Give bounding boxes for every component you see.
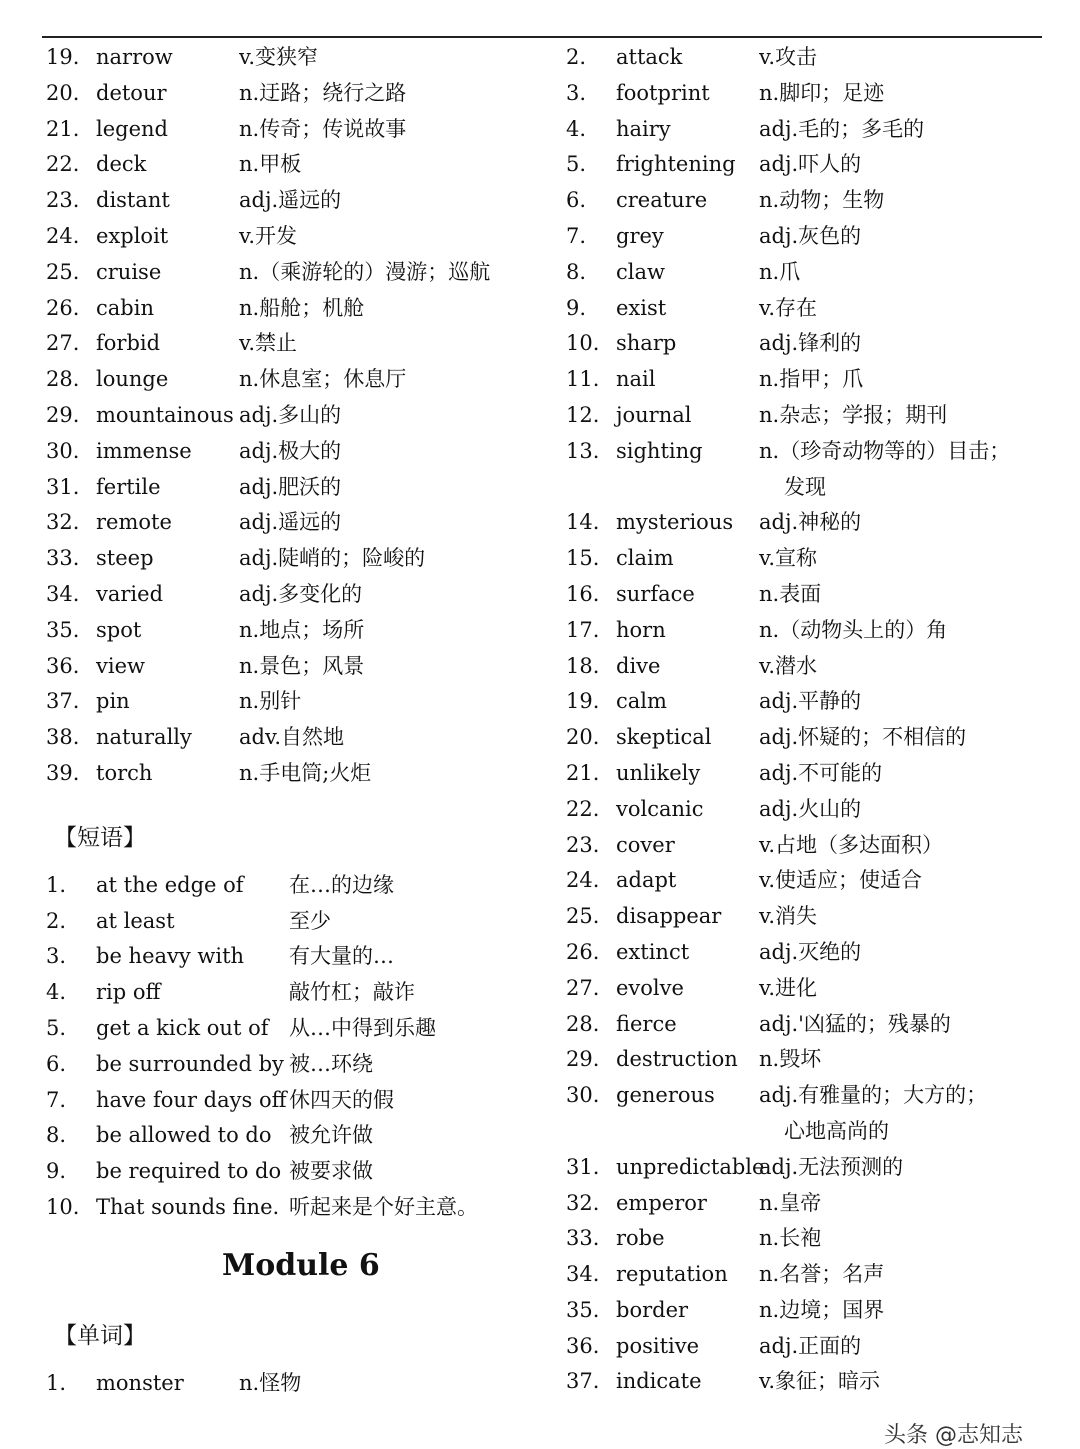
vocab-row bbox=[46, 183, 556, 219]
item-number: 29. bbox=[566, 1047, 600, 1072]
item-number: 7. bbox=[46, 1087, 67, 1112]
vocab-row bbox=[566, 112, 1046, 148]
english-term: spot bbox=[96, 617, 142, 642]
english-term: cabin bbox=[96, 295, 154, 320]
chinese-meaning: adj.无法预测的 bbox=[759, 1154, 904, 1179]
english-term: get a kick out of bbox=[96, 1015, 269, 1040]
item-number: 25. bbox=[566, 904, 600, 929]
item-number: 8. bbox=[566, 259, 587, 284]
english-term: forbid bbox=[96, 331, 161, 356]
chinese-meaning: n.表面 bbox=[759, 581, 822, 606]
english-term: exploit bbox=[96, 223, 169, 248]
english-term: nail bbox=[616, 367, 656, 392]
chinese-meaning: 被允许做 bbox=[289, 1123, 373, 1148]
english-term: mysterious bbox=[616, 510, 734, 535]
vocab-row bbox=[46, 291, 556, 327]
module-title: Module 6 bbox=[222, 1247, 380, 1283]
chinese-meaning: n.爪 bbox=[759, 259, 801, 284]
chinese-meaning: v.消失 bbox=[759, 904, 818, 929]
phrase-list bbox=[46, 868, 556, 1226]
vocab-row bbox=[46, 1366, 556, 1402]
english-term: border bbox=[616, 1297, 689, 1322]
vocab-row bbox=[566, 291, 1046, 327]
item-number: 26. bbox=[46, 295, 80, 320]
english-term: pin bbox=[96, 689, 130, 714]
vocab-row bbox=[46, 147, 556, 183]
vocab-row bbox=[566, 1293, 1046, 1329]
vocab-row bbox=[566, 398, 1046, 434]
item-number: 9. bbox=[566, 295, 587, 320]
vocab-row bbox=[46, 76, 556, 112]
vocab-row bbox=[566, 863, 1046, 899]
english-term: lounge bbox=[96, 367, 169, 392]
english-term: be surrounded by bbox=[96, 1051, 284, 1076]
left-column bbox=[46, 40, 556, 1402]
item-number: 32. bbox=[46, 510, 80, 535]
vocab-row bbox=[46, 40, 556, 76]
chinese-meaning: n.休息室；休息厅 bbox=[239, 367, 407, 392]
item-number: 20. bbox=[46, 80, 80, 105]
item-number: 32. bbox=[566, 1190, 600, 1215]
english-term: sighting bbox=[616, 438, 703, 463]
english-term: evolve bbox=[616, 975, 684, 1000]
item-number: 4. bbox=[46, 980, 67, 1005]
vocab-list-right bbox=[566, 40, 1046, 1400]
chinese-meaning: adv.自然地 bbox=[239, 725, 345, 750]
phrases-label: 【短语】 bbox=[54, 824, 146, 851]
item-number: 10. bbox=[46, 1194, 80, 1219]
english-term: fierce bbox=[616, 1011, 677, 1036]
english-term: sharp bbox=[616, 331, 677, 356]
vocab-row bbox=[46, 649, 556, 685]
chinese-meaning: v.开发 bbox=[239, 223, 298, 248]
chinese-meaning: n.皇帝 bbox=[759, 1190, 822, 1215]
chinese-meaning: adj.极大的 bbox=[239, 438, 342, 463]
chinese-meaning: v.变狭窄 bbox=[239, 45, 319, 69]
item-number: 30. bbox=[566, 1083, 600, 1108]
english-term: cruise bbox=[96, 259, 162, 284]
chinese-meaning: adj.灰色的 bbox=[759, 223, 862, 248]
item-number: 12. bbox=[566, 402, 600, 427]
chinese-meaning: n.动物；生物 bbox=[759, 188, 885, 213]
chinese-meaning: adj.肥沃的 bbox=[239, 474, 342, 499]
vocab-row bbox=[566, 1364, 1046, 1400]
chinese-meaning: v.潜水 bbox=[759, 653, 818, 678]
item-number: 25. bbox=[46, 259, 80, 284]
english-term: frightening bbox=[616, 152, 736, 177]
chinese-meaning: n.迂路；绕行之路 bbox=[239, 80, 407, 105]
vocab-row bbox=[46, 505, 556, 541]
english-term: claw bbox=[616, 259, 665, 284]
english-term: deck bbox=[96, 152, 147, 177]
chinese-meaning: n.怪物 bbox=[239, 1370, 302, 1395]
item-number: 10. bbox=[566, 331, 600, 356]
english-term: varied bbox=[96, 581, 164, 606]
item-number: 24. bbox=[46, 223, 80, 248]
item-number: 6. bbox=[46, 1051, 67, 1076]
english-term: emperor bbox=[616, 1190, 707, 1215]
vocab-row bbox=[566, 505, 1046, 541]
english-term: unpredictable bbox=[616, 1154, 765, 1179]
item-number: 11. bbox=[566, 367, 600, 392]
item-number: 28. bbox=[46, 367, 80, 392]
english-term: That sounds fine. bbox=[96, 1194, 280, 1219]
english-term: cover bbox=[616, 832, 675, 857]
item-number: 14. bbox=[566, 510, 600, 535]
item-number: 19. bbox=[46, 45, 80, 69]
chinese-meaning: adj.遥远的 bbox=[239, 188, 342, 213]
item-number: 39. bbox=[46, 760, 80, 785]
english-term: positive bbox=[616, 1333, 700, 1358]
item-number: 2. bbox=[46, 908, 67, 933]
english-term: claim bbox=[616, 546, 674, 571]
chinese-meaning: n.杂志；学报；期刊 bbox=[759, 402, 948, 427]
item-number: 33. bbox=[566, 1226, 600, 1251]
chinese-meaning: adj.多山的 bbox=[239, 402, 342, 427]
item-number: 13. bbox=[566, 438, 600, 463]
vocab-row bbox=[566, 183, 1046, 219]
item-number: 30. bbox=[46, 438, 80, 463]
vocab-row bbox=[566, 649, 1046, 685]
phrase-row bbox=[46, 1118, 556, 1154]
vocab-row bbox=[566, 828, 1046, 864]
vocab-row bbox=[566, 434, 1046, 470]
item-number: 34. bbox=[46, 581, 80, 606]
phrase-row bbox=[46, 975, 556, 1011]
english-term: be required to do bbox=[96, 1159, 282, 1184]
item-number: 3. bbox=[566, 80, 587, 105]
chinese-meaning: n.名誉；名声 bbox=[759, 1262, 885, 1287]
vocab-row bbox=[566, 1007, 1046, 1043]
chinese-meaning: 有大量的… bbox=[289, 944, 394, 969]
english-term: unlikely bbox=[616, 760, 701, 785]
english-term: view bbox=[96, 653, 145, 678]
english-term: legend bbox=[96, 116, 168, 141]
item-number: 36. bbox=[566, 1333, 600, 1358]
english-term: narrow bbox=[96, 45, 173, 69]
item-number: 23. bbox=[46, 188, 80, 213]
chinese-meaning: v.禁止 bbox=[239, 331, 298, 356]
english-term: detour bbox=[96, 80, 167, 105]
chinese-meaning: 被要求做 bbox=[289, 1159, 373, 1184]
item-number: 26. bbox=[566, 939, 600, 964]
chinese-meaning: n.（珍奇动物等的）目击； bbox=[759, 438, 1011, 463]
words-label: 【单词】 bbox=[54, 1322, 146, 1349]
chinese-meaning: adj.毛的；多毛的 bbox=[759, 116, 925, 141]
phrase-row bbox=[46, 1083, 556, 1119]
right-column bbox=[566, 40, 1046, 1400]
chinese-meaning: n.手电筒;火炬 bbox=[239, 760, 372, 785]
english-term: grey bbox=[616, 223, 664, 248]
vocab-row bbox=[566, 362, 1046, 398]
item-number: 20. bbox=[566, 725, 600, 750]
item-number: 21. bbox=[46, 116, 80, 141]
vocab-row bbox=[566, 1078, 1046, 1114]
chinese-meaning: 至少 bbox=[289, 908, 331, 933]
vocab-row bbox=[566, 720, 1046, 756]
phrase-row bbox=[46, 1047, 556, 1083]
chinese-meaning: n.甲板 bbox=[239, 152, 302, 177]
vocab-row bbox=[566, 1221, 1046, 1257]
chinese-meaning: n.地点；场所 bbox=[239, 617, 365, 642]
chinese-meaning: v.使适应；使适合 bbox=[759, 868, 923, 893]
vocab-row bbox=[46, 219, 556, 255]
chinese-meaning: n.长袍 bbox=[759, 1226, 822, 1251]
vocab-row bbox=[566, 756, 1046, 792]
vocab-row bbox=[566, 1042, 1046, 1078]
item-number: 24. bbox=[566, 868, 600, 893]
chinese-meaning: adj.多变化的 bbox=[239, 581, 363, 606]
english-term: be heavy with bbox=[96, 944, 245, 969]
english-term: journal bbox=[616, 402, 692, 427]
english-term: robe bbox=[616, 1226, 665, 1251]
english-term: have four days off bbox=[96, 1087, 287, 1112]
chinese-meaning: adj.有雅量的；大方的； bbox=[759, 1083, 988, 1108]
chinese-meaning: n.指甲；爪 bbox=[759, 367, 864, 392]
chinese-meaning: adj.灭绝的 bbox=[759, 939, 862, 964]
vocab-row bbox=[46, 541, 556, 577]
chinese-meaning: 听起来是个好主意。 bbox=[289, 1194, 478, 1219]
chinese-meaning: n.别针 bbox=[239, 689, 302, 714]
phrase-row bbox=[46, 904, 556, 940]
item-number: 31. bbox=[46, 474, 80, 499]
vocab-row bbox=[46, 577, 556, 613]
english-term: reputation bbox=[616, 1262, 728, 1287]
item-number: 1. bbox=[46, 872, 67, 897]
vocab-row bbox=[566, 76, 1046, 112]
chinese-meaning: adj.神秘的 bbox=[759, 510, 862, 535]
vocab-row bbox=[566, 899, 1046, 935]
vocab-row bbox=[46, 434, 556, 470]
vocab-row bbox=[566, 1150, 1046, 1186]
item-number: 36. bbox=[46, 653, 80, 678]
english-term: destruction bbox=[616, 1047, 738, 1072]
chinese-meaning: adj.'凶猛的；残暴的 bbox=[759, 1011, 951, 1036]
vocab-row bbox=[46, 756, 556, 792]
vocab-row bbox=[566, 1257, 1046, 1293]
item-number: 27. bbox=[46, 331, 80, 356]
phrase-row bbox=[46, 868, 556, 904]
english-term: dive bbox=[616, 653, 661, 678]
item-number: 18. bbox=[566, 653, 600, 678]
item-number: 3. bbox=[46, 944, 67, 969]
vocab-row bbox=[566, 470, 1046, 506]
chinese-meaning: n.脚印；足迹 bbox=[759, 80, 885, 105]
chinese-meaning: n.传奇；传说故事 bbox=[239, 116, 407, 141]
vocab-row bbox=[566, 1186, 1046, 1222]
chinese-meaning: 在…的边缘 bbox=[289, 872, 394, 897]
chinese-meaning: adj.正面的 bbox=[759, 1333, 862, 1358]
phrase-row bbox=[46, 1154, 556, 1190]
vocab-row bbox=[46, 398, 556, 434]
chinese-meaning: 从…中得到乐趣 bbox=[289, 1015, 436, 1040]
item-number: 38. bbox=[46, 725, 80, 750]
english-term: exist bbox=[616, 295, 667, 320]
item-number: 37. bbox=[46, 689, 80, 714]
item-number: 16. bbox=[566, 581, 600, 606]
english-term: be allowed to do bbox=[96, 1123, 272, 1148]
english-term: attack bbox=[616, 45, 683, 69]
vocab-row bbox=[566, 792, 1046, 828]
item-number: 6. bbox=[566, 188, 587, 213]
vocab-row bbox=[566, 684, 1046, 720]
english-term: remote bbox=[96, 510, 172, 535]
item-number: 29. bbox=[46, 402, 80, 427]
english-term: skeptical bbox=[616, 725, 712, 750]
item-number: 4. bbox=[566, 116, 587, 141]
english-term: immense bbox=[96, 438, 192, 463]
english-term: distant bbox=[96, 188, 170, 213]
chinese-meaning: 休四天的假 bbox=[289, 1087, 394, 1112]
english-term: disappear bbox=[616, 904, 722, 929]
vocab-row bbox=[566, 147, 1046, 183]
vocab-row bbox=[566, 935, 1046, 971]
vocab-row bbox=[566, 613, 1046, 649]
item-number: 19. bbox=[566, 689, 600, 714]
vocab-row bbox=[566, 326, 1046, 362]
chinese-meaning: n.边境；国界 bbox=[759, 1297, 885, 1322]
vocab-row bbox=[566, 1329, 1046, 1365]
item-number: 35. bbox=[46, 617, 80, 642]
english-term: mountainous bbox=[96, 402, 234, 427]
chinese-meaning: 敲竹杠；敲诈 bbox=[289, 980, 415, 1005]
vocab-row bbox=[566, 1114, 1046, 1150]
watermark: 头条 @志知志 bbox=[884, 1423, 1023, 1448]
item-number: 8. bbox=[46, 1123, 67, 1148]
vocab-row bbox=[46, 684, 556, 720]
item-number: 23. bbox=[566, 832, 600, 857]
item-number: 31. bbox=[566, 1154, 600, 1179]
vocab-row bbox=[566, 255, 1046, 291]
chinese-meaning: adj.平静的 bbox=[759, 689, 862, 714]
vocab-row bbox=[566, 577, 1046, 613]
english-term: extinct bbox=[616, 939, 690, 964]
chinese-meaning: v.宣称 bbox=[759, 546, 818, 571]
chinese-meaning: 心地高尚的 bbox=[784, 1118, 889, 1143]
chinese-meaning: v.存在 bbox=[759, 295, 818, 320]
chinese-meaning: v.象征；暗示 bbox=[759, 1369, 881, 1394]
english-term: rip off bbox=[96, 980, 161, 1005]
chinese-meaning: 发现 bbox=[784, 474, 826, 499]
english-term: creature bbox=[616, 188, 708, 213]
vocab-row bbox=[46, 720, 556, 756]
phrase-row bbox=[46, 1190, 556, 1226]
item-number: 21. bbox=[566, 760, 600, 785]
chinese-meaning: adj.不可能的 bbox=[759, 760, 883, 785]
chinese-meaning: v.攻击 bbox=[759, 45, 818, 69]
item-number: 35. bbox=[566, 1297, 600, 1322]
item-number: 33. bbox=[46, 546, 80, 571]
english-term: hairy bbox=[616, 116, 671, 141]
item-number: 34. bbox=[566, 1262, 600, 1287]
item-number: 22. bbox=[46, 152, 80, 177]
item-number: 37. bbox=[566, 1369, 600, 1394]
chinese-meaning: adj.陡峭的；险峻的 bbox=[239, 546, 426, 571]
english-term: calm bbox=[616, 689, 667, 714]
vocab-row bbox=[566, 40, 1046, 76]
chinese-meaning: n.毁坏 bbox=[759, 1047, 822, 1072]
item-number: 27. bbox=[566, 975, 600, 1000]
english-term: torch bbox=[96, 760, 153, 785]
vocab-row bbox=[46, 613, 556, 649]
vocab-row bbox=[566, 971, 1046, 1007]
english-term: surface bbox=[616, 581, 695, 606]
item-number: 28. bbox=[566, 1011, 600, 1036]
english-term: indicate bbox=[616, 1369, 702, 1394]
item-number: 22. bbox=[566, 796, 600, 821]
vocab-row bbox=[46, 112, 556, 148]
module6-vocab-list bbox=[46, 1366, 556, 1402]
item-number: 7. bbox=[566, 223, 587, 248]
top-rule bbox=[42, 36, 1042, 38]
chinese-meaning: adj.锋利的 bbox=[759, 331, 862, 356]
item-number: 17. bbox=[566, 617, 600, 642]
phrase-row bbox=[46, 939, 556, 975]
english-term: horn bbox=[616, 617, 666, 642]
vocab-row bbox=[46, 362, 556, 398]
chinese-meaning: n.船舱；机舱 bbox=[239, 295, 365, 320]
vocab-row bbox=[46, 255, 556, 291]
vocab-list-left bbox=[46, 40, 556, 792]
chinese-meaning: n.（动物头上的）角 bbox=[759, 617, 948, 642]
english-term: volcanic bbox=[616, 796, 704, 821]
vocab-row bbox=[46, 326, 556, 362]
item-number: 5. bbox=[46, 1015, 67, 1040]
item-number: 9. bbox=[46, 1159, 67, 1184]
item-number: 1. bbox=[46, 1370, 67, 1395]
english-term: adapt bbox=[616, 868, 677, 893]
vocab-row bbox=[46, 470, 556, 506]
english-term: fertile bbox=[96, 474, 161, 499]
chinese-meaning: n.景色；风景 bbox=[239, 653, 365, 678]
chinese-meaning: adj.遥远的 bbox=[239, 510, 342, 535]
english-term: footprint bbox=[616, 80, 710, 105]
english-term: monster bbox=[96, 1370, 184, 1395]
item-number: 5. bbox=[566, 152, 587, 177]
english-term: generous bbox=[616, 1083, 715, 1108]
english-term: naturally bbox=[96, 725, 192, 750]
item-number: 15. bbox=[566, 546, 600, 571]
chinese-meaning: adj.火山的 bbox=[759, 796, 862, 821]
english-term: at least bbox=[96, 908, 175, 933]
vocab-row bbox=[566, 541, 1046, 577]
chinese-meaning: adj.怀疑的；不相信的 bbox=[759, 725, 967, 750]
chinese-meaning: 被…环绕 bbox=[289, 1051, 373, 1076]
english-term: at the edge of bbox=[96, 872, 244, 897]
chinese-meaning: v.进化 bbox=[759, 975, 818, 1000]
vocab-row bbox=[566, 219, 1046, 255]
item-number: 2. bbox=[566, 45, 587, 69]
chinese-meaning: v.占地（多达面积） bbox=[759, 832, 944, 857]
english-term: steep bbox=[96, 546, 154, 571]
chinese-meaning: adj.吓人的 bbox=[759, 152, 862, 177]
phrase-row bbox=[46, 1011, 556, 1047]
chinese-meaning: n.（乘游轮的）漫游；巡航 bbox=[239, 259, 491, 284]
